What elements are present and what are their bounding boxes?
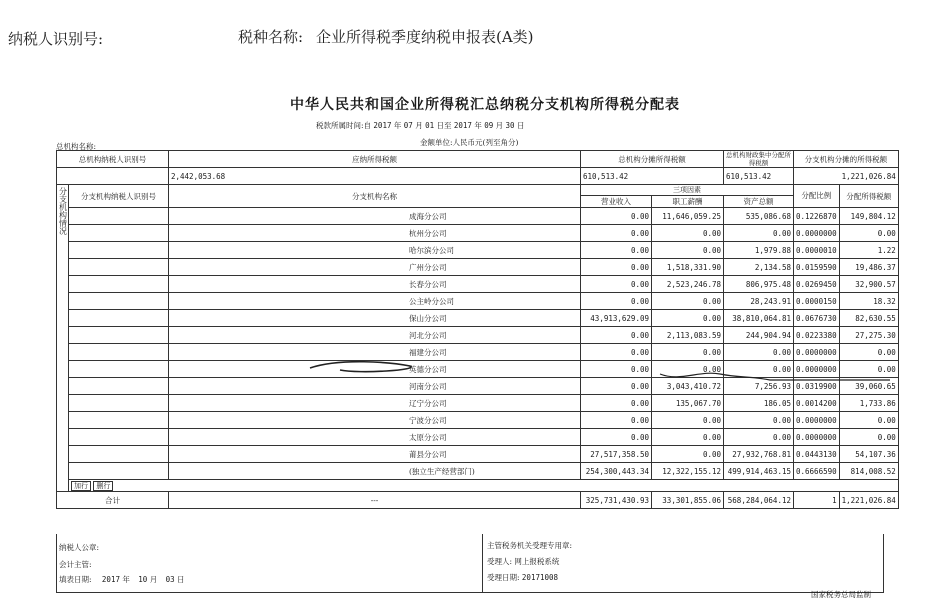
- receiver: [487, 556, 559, 567]
- ratio-cell: 0.0000000: [794, 429, 840, 446]
- authority-label: 主管税务机关受理专用章:: [487, 541, 573, 550]
- total-row: [57, 492, 899, 509]
- wages-cell: 0.00: [652, 446, 724, 463]
- revenue-cell: 0.00: [581, 327, 652, 344]
- table-row: [57, 310, 899, 327]
- currency-note: 金额单位:人民币元(列至角分): [420, 138, 519, 147]
- ratio-cell: 0.0443130: [794, 446, 840, 463]
- assets-cell: 244,904.94: [724, 327, 794, 344]
- period-from-year: 2017: [373, 121, 392, 130]
- ratio-cell: 0.0000150: [794, 293, 840, 310]
- assets-cell: 7,256.93: [724, 378, 794, 395]
- ratio-cell: 0.0269450: [794, 276, 840, 293]
- wages-cell: 2,523,246.78: [652, 276, 724, 293]
- total-assets: 568,284,064.12: [724, 492, 794, 509]
- table-row: [57, 463, 899, 480]
- total-revenue: 325,731,430.93: [581, 492, 652, 509]
- revenue-cell: 0.00: [581, 225, 652, 242]
- col-revenue: 营业收入: [581, 196, 652, 208]
- hq-share-value: 610,513.42: [581, 168, 724, 185]
- assets-cell: 535,086.68: [724, 208, 794, 225]
- ratio-cell: 0.0000000: [794, 344, 840, 361]
- ratio-cell: 0.0676730: [794, 310, 840, 327]
- total-name: ---: [169, 492, 581, 509]
- table-row: [57, 446, 899, 463]
- wages-cell: 12,322,155.12: [652, 463, 724, 480]
- branch-name: 太原分公司: [169, 429, 581, 446]
- ratio-cell: 0.6666590: [794, 463, 840, 480]
- revenue-cell: 0.00: [581, 361, 652, 378]
- tax-cell: 0.00: [839, 429, 898, 446]
- table-row: [57, 259, 899, 276]
- table-row: [57, 293, 899, 310]
- period-from-month: 07: [403, 121, 413, 130]
- receiver-label: 受理人:: [487, 557, 513, 566]
- revenue-cell: 0.00: [581, 242, 652, 259]
- add-row-button[interactable]: 加行: [71, 481, 91, 491]
- wages-cell: 0.00: [652, 310, 724, 327]
- branch-name: 公主岭分公司: [169, 293, 581, 310]
- tax-cell: 32,900.57: [839, 276, 898, 293]
- summary-value-row: [57, 168, 899, 185]
- tax-cell: 0.00: [839, 412, 898, 429]
- fill-date: [59, 574, 185, 585]
- assets-cell: 38,810,064.81: [724, 310, 794, 327]
- month-unit: 月: [415, 121, 423, 130]
- col-branch-share: 分支机构分摊的所得税额: [794, 151, 899, 168]
- revenue-cell: 0.00: [581, 395, 652, 412]
- wages-cell: 11,646,059.25: [652, 208, 724, 225]
- fill-day-unit: 日: [177, 575, 185, 584]
- ratio-cell: 0.0000000: [794, 412, 840, 429]
- tax-cell: 18.32: [839, 293, 898, 310]
- tax-cell: 1.22: [839, 242, 898, 259]
- branch-header-row: [57, 185, 899, 196]
- revenue-cell: 27,517,358.50: [581, 446, 652, 463]
- row-controls-cell: [69, 480, 899, 492]
- period-to-month: 09: [484, 121, 494, 130]
- col-assets: 资产总额: [724, 196, 794, 208]
- day-unit-end: 日: [516, 121, 525, 130]
- tax-cell: 0.00: [839, 225, 898, 242]
- wages-cell: 3,043,410.72: [652, 378, 724, 395]
- branch-name: 成海分公司: [169, 208, 581, 225]
- branch-name: 莆县分公司: [169, 446, 581, 463]
- hq-fiscal-value: 610,513.42: [724, 168, 794, 185]
- tax-cell: 1,733.86: [839, 395, 898, 412]
- tax-type-label: 税种名称:: [238, 28, 304, 46]
- tax-cell: 54,107.36: [839, 446, 898, 463]
- branch-name: 福建分公司: [169, 344, 581, 361]
- tax-period: [316, 120, 524, 131]
- tax-cell: 0.00: [839, 344, 898, 361]
- col-branch-name: 分支机构名称: [169, 185, 581, 208]
- total-label: 合计: [57, 492, 169, 509]
- ratio-cell: 0.0000010: [794, 242, 840, 259]
- taxpayer-id-label: 纳税人识别号:: [8, 30, 104, 48]
- accountant-label: 会计主管:: [59, 560, 92, 569]
- branch-name: 保山分公司: [169, 310, 581, 327]
- total-tax: 1,221,026.84: [839, 492, 898, 509]
- fill-year: 2017: [101, 575, 120, 584]
- table-row: [57, 327, 899, 344]
- tax-cell: 0.00: [839, 361, 898, 378]
- handwritten-scribble: [300, 352, 930, 388]
- col-hq-taxpayer-id: 总机构纳税人识别号: [57, 151, 169, 168]
- branch-name: 长春分公司: [169, 276, 581, 293]
- month-unit-2: 月: [495, 121, 504, 130]
- ratio-cell: 0.1226870: [794, 208, 840, 225]
- assets-cell: 0.00: [724, 225, 794, 242]
- receive-date-value: 20171008: [521, 573, 559, 582]
- wages-cell: 0.00: [652, 361, 724, 378]
- receive-date-label: 受理日期:: [487, 573, 520, 582]
- branch-name: 哈尔滨分公司: [169, 242, 581, 259]
- assets-cell: 2,134.58: [724, 259, 794, 276]
- revenue-cell: 0.00: [581, 276, 652, 293]
- col-ratio: 分配比例: [794, 185, 840, 208]
- revenue-cell: 0.00: [581, 378, 652, 395]
- branch-name: 河南分公司: [169, 378, 581, 395]
- revenue-cell: 0.00: [581, 429, 652, 446]
- assets-cell: 0.00: [724, 412, 794, 429]
- assets-cell: 806,975.48: [724, 276, 794, 293]
- hq-name-label: 总机构名称:: [56, 142, 97, 151]
- ratio-cell: 0.0014200: [794, 395, 840, 412]
- col-hq-fiscal: 总机构财政集中分配所得税额: [724, 151, 794, 168]
- revenue-cell: 0.00: [581, 208, 652, 225]
- year-unit-2: 年: [474, 121, 482, 130]
- wages-cell: 2,113,083.59: [652, 327, 724, 344]
- revenue-cell: 254,300,443.34: [581, 463, 652, 480]
- table-row: [57, 429, 899, 446]
- branch-side-label: 分支机构情况: [58, 187, 68, 235]
- footer-box: [56, 534, 884, 593]
- revenue-cell: 43,913,629.09: [581, 310, 652, 327]
- wages-cell: 0.00: [652, 242, 724, 259]
- period-to-year: 2017: [453, 121, 472, 130]
- ratio-cell: 0.0319900: [794, 378, 840, 395]
- day-unit: 日至: [436, 121, 452, 130]
- tax-cell: 149,804.12: [839, 208, 898, 225]
- fill-month: 10: [138, 575, 148, 584]
- wages-cell: 0.00: [652, 344, 724, 361]
- branch-name: 杭州分公司: [169, 225, 581, 242]
- ratio-cell: 0.0000000: [794, 225, 840, 242]
- year-unit: 年: [393, 121, 402, 130]
- revenue-cell: 0.00: [581, 293, 652, 310]
- branch-name: 辽宁分公司: [169, 395, 581, 412]
- assets-cell: 27,932,768.81: [724, 446, 794, 463]
- row-controls: [57, 480, 899, 492]
- tax-cell: 27,275.30: [839, 327, 898, 344]
- wages-cell: 0.00: [652, 412, 724, 429]
- col-wages: 职工薪酬: [652, 196, 724, 208]
- assets-cell: 0.00: [724, 344, 794, 361]
- footer-divider: [482, 534, 483, 592]
- wages-cell: 135,067.70: [652, 395, 724, 412]
- col-branch-id: 分支机构纳税人识别号: [69, 185, 169, 208]
- wages-cell: 0.00: [652, 293, 724, 310]
- branch-name: 河北分公司: [169, 327, 581, 344]
- wages-cell: 0.00: [652, 429, 724, 446]
- fill-month-unit: 月: [149, 575, 158, 584]
- period-prefix: 税款所属时间:自: [316, 121, 372, 130]
- col-alloc-tax: 分配所得税额: [839, 185, 898, 208]
- supervisor-note: 国家税务总局监制: [811, 590, 871, 599]
- taxpayer-seal-label: 纳税人公章:: [59, 543, 100, 552]
- receive-date: [487, 572, 558, 583]
- revenue-cell: 0.00: [581, 259, 652, 276]
- period-from-day: 01: [425, 121, 435, 130]
- revenue-cell: 0.00: [581, 412, 652, 429]
- col-hq-share: 总机构分摊所得税额: [581, 151, 724, 168]
- tax-type-value: 企业所得税季度纳税申报表(A类): [316, 28, 534, 46]
- taxable-income-value: 2,442,053.68: [169, 168, 581, 185]
- table-row: [57, 276, 899, 293]
- table-row: [57, 412, 899, 429]
- tax-cell: 82,630.55: [839, 310, 898, 327]
- assets-cell: 499,914,463.15: [724, 463, 794, 480]
- wages-cell: 0.00: [652, 225, 724, 242]
- table-row: [57, 242, 899, 259]
- table-row: [57, 395, 899, 412]
- fill-year-unit: 年: [122, 575, 130, 584]
- total-ratio: 1: [794, 492, 840, 509]
- assets-cell: 0.00: [724, 361, 794, 378]
- revenue-cell: 0.00: [581, 344, 652, 361]
- total-wages: 33,301,855.06: [652, 492, 724, 509]
- receiver-value: 网上报税系统: [514, 557, 560, 566]
- hq-taxpayer-id-value: [57, 168, 169, 185]
- assets-cell: 1,979.88: [724, 242, 794, 259]
- fill-date-label: 填表日期:: [59, 575, 92, 584]
- assets-cell: 0.00: [724, 429, 794, 446]
- wages-cell: 1,518,331.90: [652, 259, 724, 276]
- summary-header-row: [57, 151, 899, 168]
- fill-day: 03: [165, 575, 175, 584]
- assets-cell: 186.05: [724, 395, 794, 412]
- branch-name: (独立生产经营部门): [169, 463, 581, 480]
- period-to-day: 30: [505, 121, 515, 130]
- ratio-cell: 0.0159590: [794, 259, 840, 276]
- branch-name: 宁波分公司: [169, 412, 581, 429]
- branch-name: 英德分公司: [169, 361, 581, 378]
- assets-cell: 28,243.91: [724, 293, 794, 310]
- tax-cell: 19,486.37: [839, 259, 898, 276]
- allocation-table: [56, 150, 899, 509]
- col-taxable-income: 应纳所得税额: [169, 151, 581, 168]
- document-title: 中华人民共和国企业所得税汇总纳税分支机构所得税分配表: [290, 97, 680, 113]
- tax-cell: 814,008.52: [839, 463, 898, 480]
- ratio-cell: 0.0223380: [794, 327, 840, 344]
- branch-name: 广州分公司: [169, 259, 581, 276]
- delete-row-button[interactable]: 删行: [93, 481, 113, 491]
- branch-side-label-cell: [57, 185, 69, 492]
- table-row: [57, 208, 899, 225]
- tax-cell: 39,060.65: [839, 378, 898, 395]
- branch-share-value: 1,221,026.84: [794, 168, 899, 185]
- col-factors: 三项因素: [581, 185, 794, 196]
- ratio-cell: 0.0000000: [794, 361, 840, 378]
- table-row: [57, 225, 899, 242]
